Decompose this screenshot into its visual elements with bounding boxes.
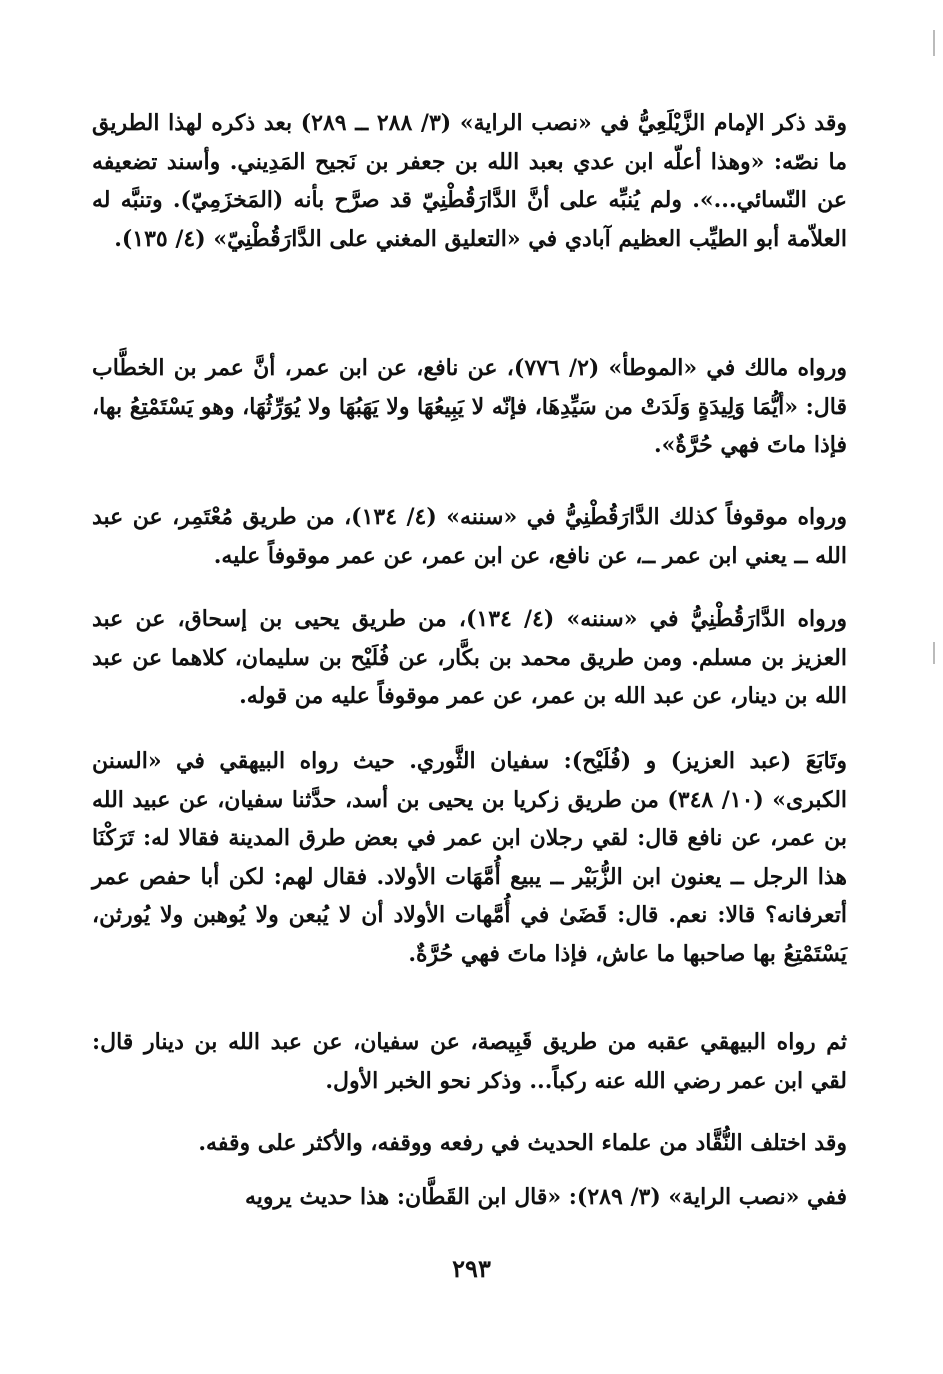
paragraph-bayhaqi-sunan	[92, 742, 847, 973]
paragraph-text: ورواه الدَّارَقُطْنِيُّ في «سننه» (٤/ ١٣٤)، من طريق يحيى بن إسحاق، عن عبد العزيز بن مسلم. ومن طريق محمد بن بكَّار، عن فُلَيْح بن سليمان، كلاهما عن عبد الله بن دينار، عن عبد الله بن عمر، عن عمر موقوفاً عليه من قوله.	[92, 606, 847, 709]
paragraph-text: ففي «نصب الراية» (٣/ ٢٨٩): «قال ابن القَطَّان: هذا حديث يرويه	[245, 1184, 847, 1210]
paragraph-bayhaqi-qabisa	[92, 1023, 847, 1100]
paragraph-zaylai-note	[92, 104, 847, 258]
paragraph-text: ورواه مالك في «الموطأ» (٢/ ٧٧٦)، عن نافع، عن ابن عمر، أنَّ عمر بن الخطَّاب قال: «أيُّمَا وَلِيدَةٍ وَلَدَتْ من سَيِّدِهَا، فإنّه لا يَبِيعُهَا ولا يَهَبُهَا ولا يُوَرِّثُهَا، وهو يَسْتَمْتِعُ بها، فإذا ماتَ فهي حُرَّةٌ».	[92, 355, 847, 458]
page-number: ٢٩٣	[452, 1254, 491, 1283]
paragraph-text: ورواه موقوفاً كذلك الدَّارَقُطْنِيُّ في «سننه» (٤/ ١٣٤)، من طريق مُعْتَمِر، عن عبد الله ــ يعني ابن عمر ــ، عن نافع، عن ابن عمر، عن عمر موقوفاً عليه.	[92, 504, 848, 569]
paragraph-malik-muwatta	[92, 349, 847, 465]
paragraph-daraqutni-mawquf	[92, 498, 847, 575]
paragraph-nasb-alraya	[92, 1178, 847, 1217]
paragraph-critics-disagreement	[92, 1124, 847, 1163]
scan-edge-mark	[933, 30, 935, 56]
paragraph-text: وقد ذكر الإمام الزَّيْلَعِيُّ في «نصب الراية» (٣/ ٢٨٨ ــ ٢٨٩) بعد ذكره لهذا الطريق ما نصّه: «وهذا أعلّه ابن عدي بعبد الله بن جعفر بن نَجيح المَدِيني. وأسند تضعيفه عن النّسائي...». ولم يُنبِّه على أنَّ الدَّارَقُطْنِيّ قد صرَّح بأنه (المَخزَمِيّ). وتنبَّه له العلاّمة أبو الطيِّب العظيم آبادي في «التعليق المغني على الدَّارَقُطْنِيّ» (٤/ ١٣٥).	[92, 110, 847, 252]
paragraph-text: وتَابَعَ (عبد العزيز) و (فُلَيْح): سفيان الثَّوري. حيث رواه البيهقي في «السنن الكبرى» (١٠/ ٣٤٨) من طريق زكريا بن يحيى بن أسد، حدَّثنا سفيان، عن عبيد الله بن عمر، عن نافع قال: لقي رجلان ابن عمر في بعض طرق المدينة فقالا له: تَرَكْنَا هذا الرجل ــ يعنون ابن الزُّبَيْر ــ يبيع أُمَّهَات الأولاد. فقال لهم: لكن أبا حفص عمر أتعرفانه؟ قالا: نعم. قال: قَضَىٰ في أُمَّهات الأولاد أن لا يُبعن ولا يُوهبن ولا يُورثن، يَسْتَمْتِعُ بها صاحبها ما عاش، فإذا ماتَ فهي حُرَّةٌ.	[92, 748, 848, 967]
paragraph-daraqutni-sunan	[92, 600, 847, 716]
paragraph-text: وقد اختلف النُّقَّاد من علماء الحديث في رفعه ووقفه، والأكثر على وقفه.	[198, 1130, 847, 1156]
paragraph-text: ثم رواه البيهقي عقبه من طريق قَبِيصة، عن سفيان، عن عبد الله بن دينار قال: لقي ابن عمر رضي الله عنه ركباً... وذكر نحو الخبر الأول.	[92, 1029, 847, 1094]
scan-edge-mark	[933, 642, 935, 664]
